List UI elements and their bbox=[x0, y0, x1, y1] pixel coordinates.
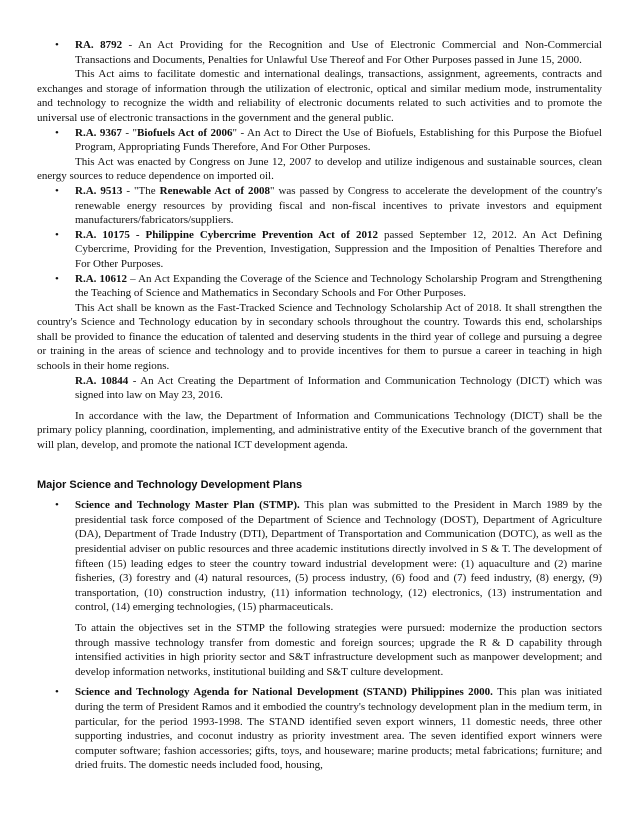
section-heading: Major Science and Technology Development Plans bbox=[37, 478, 303, 491]
law-text: – An Act Expanding the Coverage of the Science and Technology Scholarship Program and Strengthening the Teaching of Science and Mathematics in Secondary Schools and For Other Purposes. bbox=[75, 272, 602, 300]
law-code: R.A. 10612 bbox=[75, 272, 127, 285]
law-item-ra10175 bbox=[37, 228, 602, 272]
law-text: - An Act Providing for the Recognition and Use of Electronic Commercial and Non-Commercial Transactions and Documents, Penalties for Unlawful Use Thereof and For Other Purposes passed in June 15, 2000. bbox=[75, 39, 602, 66]
law-text-pre: - " bbox=[121, 126, 138, 139]
bullet-icon: • bbox=[55, 499, 59, 512]
law-code: RA. 8792 bbox=[75, 39, 123, 51]
bullet-icon: • bbox=[55, 272, 59, 285]
law-item-ra9513 bbox=[37, 184, 602, 228]
law-title: Renewable Act of 2008 bbox=[159, 184, 270, 197]
law-title: Biofuels Act of 2006 bbox=[137, 126, 233, 139]
law-code: R.A. 9367 bbox=[75, 126, 122, 139]
plan-title: Science and Technology Agenda for National Development (STAND) Philippines 2000. bbox=[75, 686, 493, 699]
law-code: R.A. 10844 bbox=[75, 374, 129, 387]
plan-text: This plan was submitted to the President in March 1989 by the presidential task force composed of the Department of Science and Technology (DOST), Department of Agriculture (DA), Department of Trade Industry (DTI), Department of Transportation and Communication (DOTC), as well as the presidential adviser on public resources and three academic institutions directly involved in S & T. The development of fifteen (15) leading edges to steer the country toward industrial development were: (1) aquaculture and (2) marine fisheries, (3) forestry and (4) natural resources, (5) process industry, (6) food and (7) feed industry, (8) energy, (9) transportation, (10) construction industry, (11) information technology, (12) electronics, (13) instrumentation and control, (14) emerging technologies, (15) pharmaceuticals. bbox=[75, 499, 602, 614]
law-item-ra10612 bbox=[37, 272, 602, 301]
plan-objectives: To attain the objectives set in the STMP the following strategies were pursued: modernize the production sectors through massive technology transfer from domestic and foreign sources; upgrade the R & D capability through intensified activities in high priority sector and S&T infrastructure development such as manpower development; and develop information networks, institutional building and S&T culture development. bbox=[75, 621, 602, 678]
law-title: - Philippine Cybercrime Prevention Act of 2012 bbox=[129, 228, 378, 241]
plan-text: This plan was initiated during the term of President Ramos and it embodied the country's technology development plan in the medium term, in particular, for the period 1993-1998. The STAND identified seven export winners, 11 domestic needs, three other supporting industries, and coconut industry as priority investment area. The seven identified export winners were computer software; fashion accessories; gifts, toys, and houseware; marine products; metal fabrications; furniture; and dried fruits. The domestic needs included food, housing, bbox=[75, 686, 602, 772]
law-code: R.A. 9513 bbox=[75, 184, 123, 197]
plan-item-stand bbox=[37, 685, 602, 773]
law-description: This Act shall be known as the Fast-Tracked Science and Technology Scholarship Act of 2018. It shall strengthen the country's Science and Technology education by in secondary schools throughout the country. Towards this end, scholarships shall be provided to finance the education of talented and deserving students in the third year of college and pursuing a degree or training in the areas of science and technology and to provide incentives for them to pursue a career in teaching in high schools in their home regions. bbox=[37, 301, 602, 373]
law-text-pre: - "The bbox=[122, 184, 160, 197]
law-code: R.A. 10175 bbox=[75, 228, 130, 241]
bullet-icon: • bbox=[55, 39, 59, 51]
plan-title: Science and Technology Master Plan (STMP). bbox=[75, 499, 300, 512]
bullet-icon: • bbox=[55, 184, 59, 197]
law-item-ra9367 bbox=[37, 126, 602, 155]
bullet-icon: • bbox=[55, 126, 59, 139]
law-text: passed September 12, 2012. An Act Defining Cybercrime, Providing for the Prevention, Investigation, Suppression and the Imposition of Penalties Therefore and For Other Purposes. bbox=[75, 228, 602, 270]
bullet-icon: • bbox=[55, 686, 59, 699]
law-text: - An Act Creating the Department of Information and Communication Technology (DICT) which was signed into law on May 23, 2016. bbox=[75, 374, 602, 402]
law-text: " - An Act to Direct the Use of Biofuels, Establishing for this Purpose the Biofuel Program, Appropriating Funds Therefore, And For Other Purposes. bbox=[75, 126, 602, 154]
plan-item-stmp bbox=[37, 498, 602, 615]
law-description: In accordance with the law, the Department of Information and Communications Technology (DICT) shall be the primary policy planning, coordination, implementing, and administrative entity of the Executive branch of the government that will plan, develop, and promote the national ICT development agenda. bbox=[37, 409, 602, 452]
law-description: This Act was enacted by Congress on June 12, 2007 to develop and utilize indigenous and sustainable sources, clean energy sources to reduce dependence on imported oil. bbox=[37, 155, 602, 183]
bullet-icon: • bbox=[55, 228, 59, 241]
law-item-ra10844 bbox=[37, 374, 602, 403]
law-text: " was passed by Congress to accelerate the development of the country's renewable energy resources by providing fiscal and non-fiscal incentives to private investors and equipment manufacturers/fabricators/suppliers. bbox=[75, 184, 602, 227]
law-item-ra8792 bbox=[37, 38, 602, 67]
law-description: This Act aims to facilitate domestic and international dealings, transactions, assignment, agreements, contracts and exchanges and storage of information through the utilization of electronic, optical and similar medium mode, instrumentality and technology to recognize the width and reliability of electronic documents related to such activities and to promote the universal use of electronic transactions in the government and the general public. bbox=[37, 68, 602, 124]
